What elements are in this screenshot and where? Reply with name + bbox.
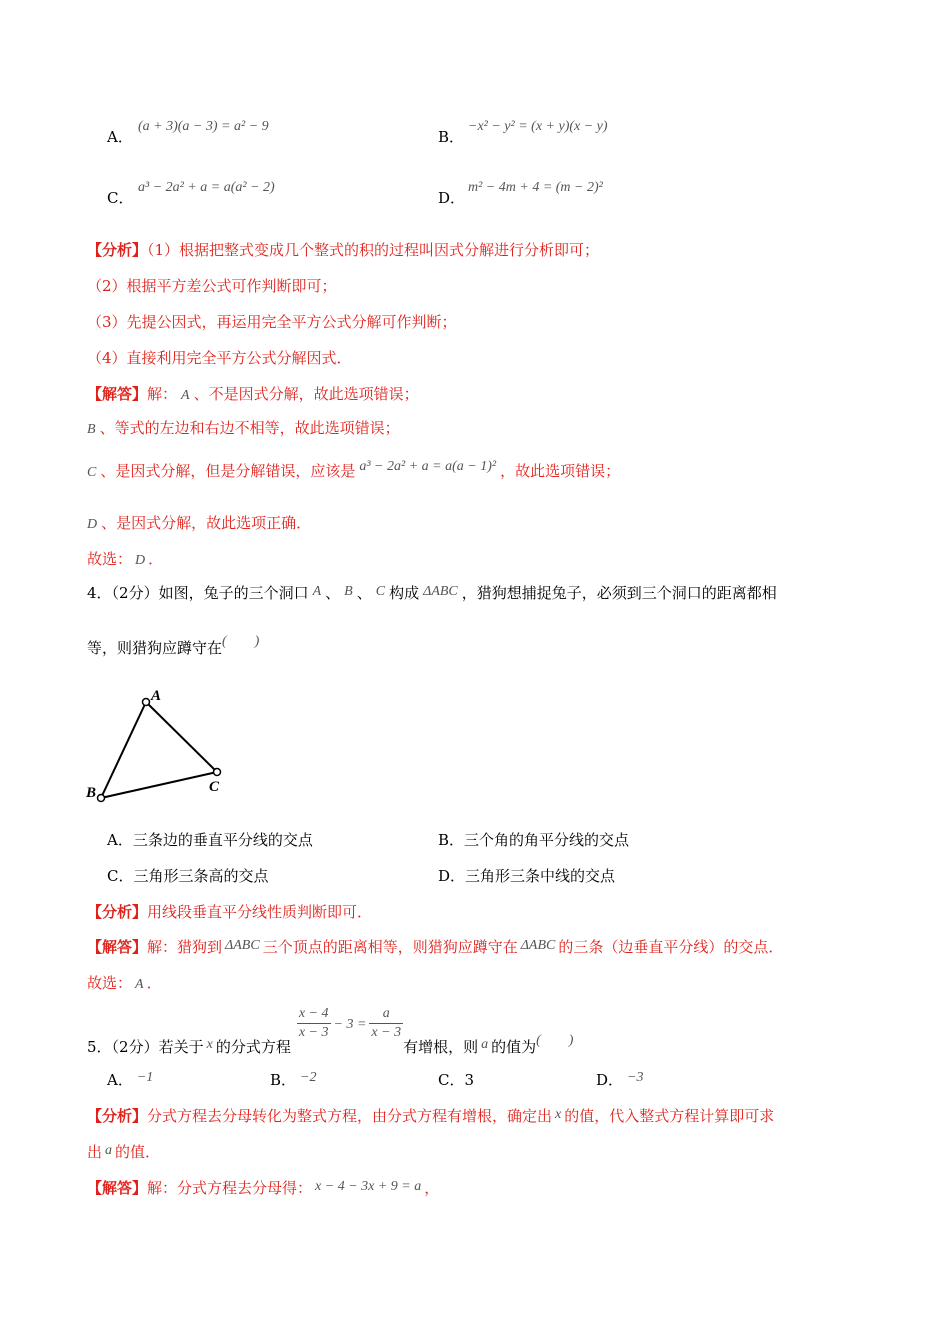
edge-ab <box>101 702 146 798</box>
analysis-text3: 出 <box>87 1143 103 1161</box>
solution-expr: x − 4 − 3x + 9 = a <box>315 1179 422 1194</box>
option-value: −1 <box>136 1070 154 1085</box>
q4-stem-line1 <box>87 582 777 603</box>
vertex-a <box>143 699 150 706</box>
option-label: B． <box>438 128 465 146</box>
fraction-right <box>369 1005 403 1042</box>
q3-solution-line-c <box>87 460 620 481</box>
var-c: C <box>375 584 386 599</box>
q5-option-c <box>438 1069 474 1090</box>
q4-solution <box>87 936 783 957</box>
choice-suffix: ． <box>148 550 164 568</box>
q3-solution-line-b <box>87 417 400 438</box>
option-label: C． <box>107 189 134 207</box>
var-x: x <box>206 1036 213 1052</box>
solution-text2: 三个顶点的距离相等，则猎狗应蹲守在 <box>262 938 518 956</box>
var-a: A <box>181 388 190 403</box>
analysis-tag: 【分析】 <box>87 903 148 921</box>
q5-solution <box>87 1177 439 1198</box>
q3-analysis-line2: （2）根据平方差公式可作判断即可； <box>87 277 337 295</box>
separator: 、 <box>325 584 341 602</box>
q3-solution-line-d <box>87 512 311 533</box>
solution-tag: 【解答】 <box>87 1179 148 1197</box>
choice-suffix: ． <box>146 974 162 992</box>
triangle-abc: ΔABC <box>225 938 260 953</box>
q3-option-d-expr: m² − 4m + 4 = (m − 2)² <box>468 180 603 195</box>
q3-option-b <box>438 126 464 147</box>
q3-analysis-line3: （3）先提公因式，再运用完全平方公式分解可作判断； <box>87 313 457 331</box>
q4-option-b: B．三个角的角平分线的交点 <box>438 831 630 849</box>
q5-text3: 的值为 <box>491 1037 537 1056</box>
q5-number: 5．（2分）若关于 <box>87 1037 204 1056</box>
answer-paren: ( ) <box>222 634 260 649</box>
triangle-abc: ΔABC <box>423 584 458 599</box>
var-b: B <box>87 422 96 437</box>
q5-analysis-line1 <box>87 1105 774 1126</box>
choice-value: D <box>135 553 146 568</box>
fraction-numerator: a <box>369 1005 403 1024</box>
solution-c-text1: 、是因式分解，但是分解错误，应该是 <box>100 462 356 480</box>
q3-analysis-line4: （4）直接利用完全平方公式分解因式． <box>87 349 352 367</box>
q4-number: 4．（2分）如图，兔子的三个洞口 <box>87 584 309 602</box>
triangle-abc: ΔABC <box>520 938 556 953</box>
q4-stem-line2 <box>87 634 260 658</box>
answer-paren: ( ) <box>536 1032 574 1048</box>
analysis-text: （1）根据把整式变成几个整式的积的过程叫因式分解进行分析即可； <box>147 241 600 259</box>
analysis-tag: 【分析】 <box>87 241 148 259</box>
var-b: B <box>344 584 353 599</box>
fraction-denominator: x − 3 <box>371 1025 402 1040</box>
q3-option-d <box>438 187 465 208</box>
q3-option-b-expr: −x² − y² = (x + y)(x − y) <box>468 119 608 134</box>
q4-option-c: C．三角形三条高的交点 <box>107 867 269 885</box>
q5-option-a <box>107 1069 153 1090</box>
choice-value: A <box>135 977 144 992</box>
fraction-left <box>297 1005 331 1042</box>
q3-solution-line-a <box>87 383 419 404</box>
separator: 、 <box>356 584 372 602</box>
q3-choice <box>87 548 163 569</box>
option-label: D． <box>438 189 466 207</box>
solution-tag: 【解答】 <box>87 385 148 403</box>
analysis-text4: 的值． <box>115 1143 161 1161</box>
choice-prefix: 故选： <box>87 550 133 568</box>
q5-option-b <box>270 1069 316 1090</box>
q3-option-a-expr: (a + 3)(a − 3) = a² − 9 <box>138 119 269 134</box>
q4-option-d: D．三角形三条中线的交点 <box>438 867 616 885</box>
q4-triangle-figure <box>80 680 240 810</box>
q4-text-end: ，猎狗想捕捉兔子，必须到三个洞口的距离都相 <box>461 584 777 602</box>
fraction-denominator: x − 3 <box>298 1025 329 1040</box>
var-a: A <box>312 584 322 599</box>
option-label: B． <box>270 1071 297 1089</box>
var-d: D <box>87 517 98 532</box>
solution-b-text: 、等式的左边和右边不相等，故此选项错误； <box>99 419 400 437</box>
q5-text2: 有增根，则 <box>403 1037 479 1056</box>
vertex-c <box>214 769 221 776</box>
edge-ac <box>146 702 217 772</box>
solution-d-text: 、是因式分解，故此选项正确． <box>101 514 312 532</box>
vertex-b <box>98 795 105 802</box>
analysis-text1: 分式方程去分母转化为整式方程，由分式方程有增根，确定出 <box>147 1107 553 1125</box>
choice-prefix: 故选： <box>87 974 133 992</box>
q3-option-a <box>107 126 133 147</box>
q4-text-line2: 等，则猎狗应蹲守在 <box>87 639 223 657</box>
solution-tag: 【解答】 <box>87 938 148 956</box>
option-label: A． <box>107 128 133 146</box>
solution-text3: 的三条（边垂直平分线）的交点． <box>558 938 784 956</box>
minus-three: − 3 = <box>333 1016 367 1032</box>
analysis-text2: 的值，代入整式方程计算即可求 <box>564 1107 775 1125</box>
solution-text: 解：分式方程去分母得： <box>147 1179 313 1197</box>
var-a: a <box>105 1143 113 1158</box>
option-label: C． <box>438 1071 465 1089</box>
var-x: x <box>555 1107 562 1122</box>
edge-bc <box>101 772 217 798</box>
analysis-tag: 【分析】 <box>87 1107 148 1125</box>
q5-stem <box>87 1005 574 1056</box>
label-b: B <box>86 785 97 801</box>
q4-option-a: A．三条边的垂直平分线的交点 <box>107 831 313 849</box>
option-value: −3 <box>627 1070 644 1085</box>
q3-option-c <box>107 187 133 208</box>
solution-text1: 解：猎狗到 <box>147 938 223 956</box>
q5-analysis-line2 <box>87 1141 160 1162</box>
solution-c-text2: ，故此选项错误； <box>500 462 621 480</box>
q4-choice <box>87 972 162 993</box>
label-c: C <box>209 779 220 795</box>
fraction-numerator: x − 4 <box>297 1005 331 1024</box>
solution-c-expr: a³ − 2a² + a = a(a − 1)² <box>359 459 497 474</box>
q3-option-c-expr: a³ − 2a² + a = a(a² − 2) <box>138 180 275 195</box>
q5-text1: 的分式方程 <box>215 1037 291 1056</box>
q3-analysis-line1 <box>87 239 599 260</box>
q4-analysis <box>87 901 372 922</box>
analysis-text: 用线段垂直平分线性质判断即可． <box>147 903 373 921</box>
solution-a-text: 、不是因式分解，故此选项错误； <box>193 385 419 403</box>
var-c: C <box>87 465 97 480</box>
option-label: D． <box>596 1071 624 1089</box>
solution-prefix: 解： <box>147 385 178 403</box>
option-label: A． <box>107 1071 133 1089</box>
solution-end: ， <box>424 1179 440 1197</box>
option-value: 3 <box>464 1071 475 1089</box>
label-a: A <box>151 688 162 704</box>
q4-text-mid: 构成 <box>389 584 420 602</box>
var-a: a <box>481 1036 489 1052</box>
option-value: −2 <box>300 1070 317 1085</box>
q5-option-d <box>596 1069 643 1090</box>
